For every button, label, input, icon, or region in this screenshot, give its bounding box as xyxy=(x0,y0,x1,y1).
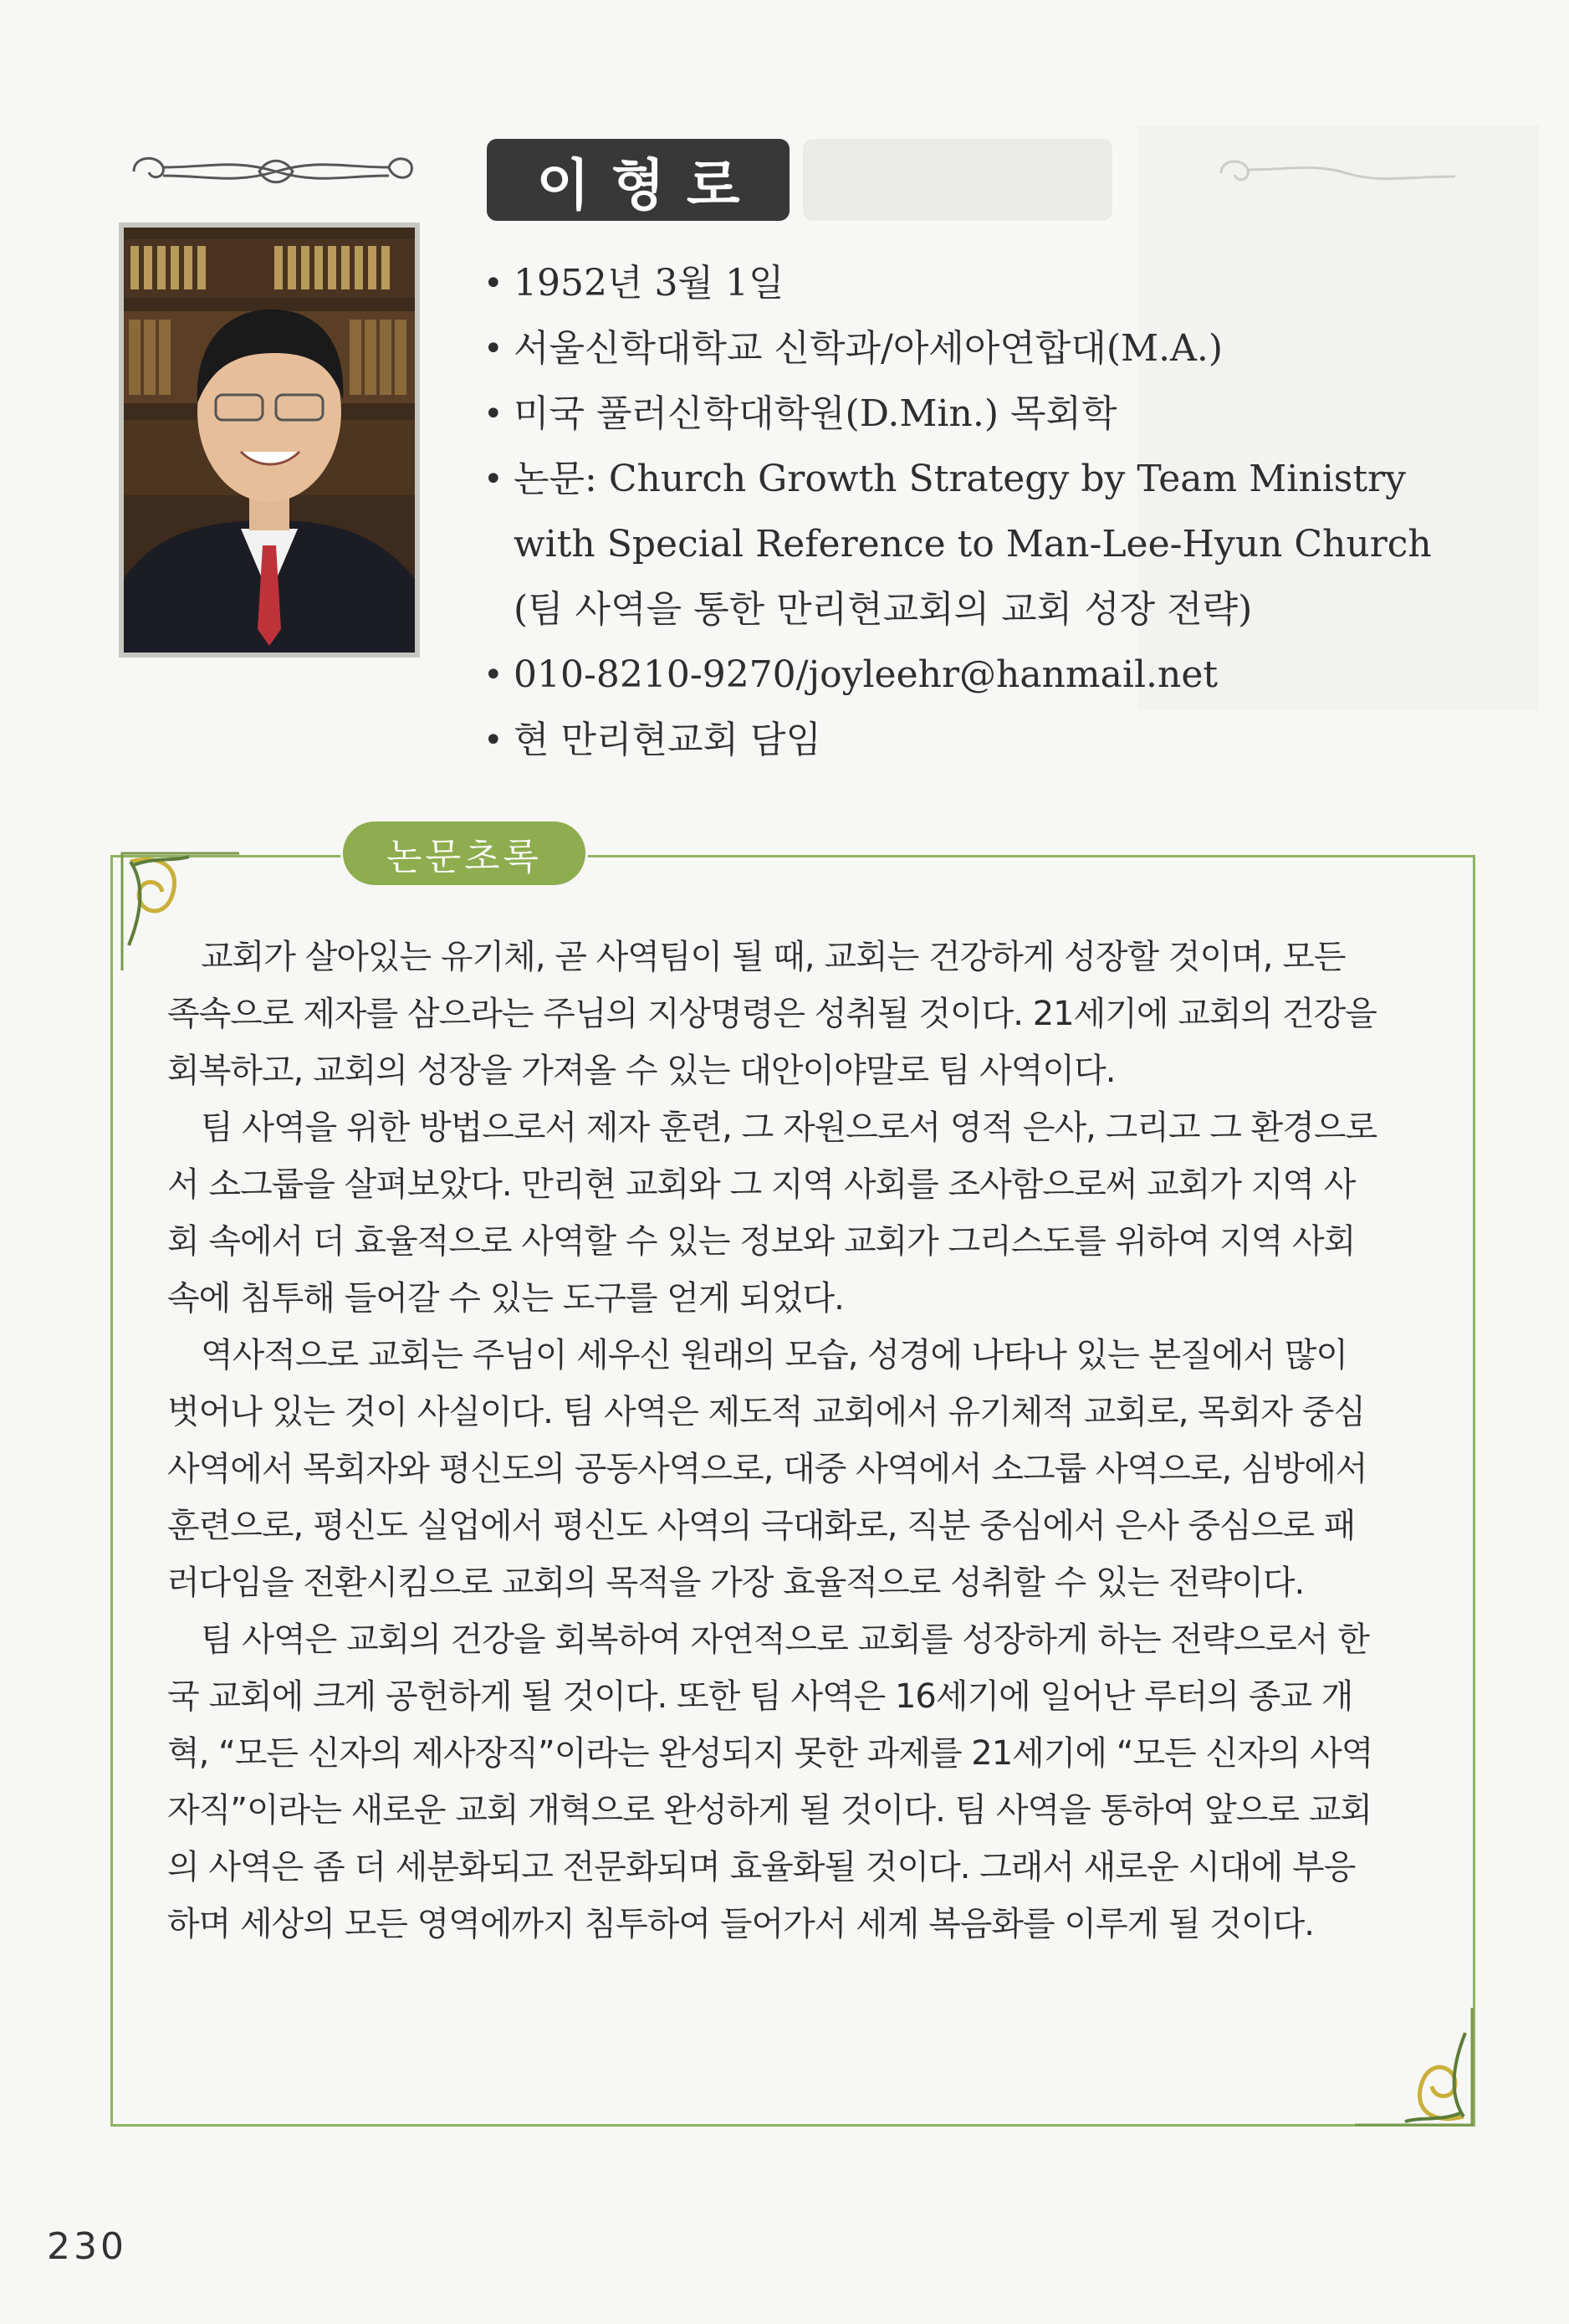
abstract-line: 팀 사역은 교회의 건강을 회복하여 자연적으로 교회를 성장하게 하는 전략으로서 한 xyxy=(201,1620,1369,1659)
abstract-line: 국 교회에 크게 공헌하게 될 것이다. 또한 팀 사역은 16세기에 일어난 루터의 종교 개 xyxy=(167,1677,1353,1716)
bio-thesis-title-cont: with Special Reference to Man-Lee-Hyun Church xyxy=(514,523,1432,566)
name-plate xyxy=(487,139,790,221)
page-number: 230 xyxy=(47,2225,127,2268)
abstract-line: 의 사역은 좀 더 세분화되고 전문화되며 효율화될 것이다. 그래서 새로운 시대에 부응 xyxy=(167,1848,1356,1886)
bio-position: • 현 만리현교회 담임 xyxy=(483,708,1470,773)
bio-contact: • 010-8210-9270/joyleehr@hanmail.net xyxy=(483,642,1470,708)
corner-flourish-icon-bottom xyxy=(1330,1999,1480,2142)
abstract-line: 사역에서 목회자와 평신도의 공동사역으로, 대중 사역에서 소그룹 사역으로, 심방에서 xyxy=(167,1450,1367,1488)
abstract-line: 훈련으로, 평신도 실업에서 평신도 사역의 극대화로, 직분 중심에서 은사 중심으로 패 xyxy=(167,1507,1356,1545)
abstract-line: 팀 사역을 위한 방법으로서 제자 훈련, 그 자원으로서 영적 은사, 그리고 그 환경으로 xyxy=(201,1108,1377,1147)
abstract-line: 서 소그룹을 살펴보았다. 만리현 교회와 그 지역 사회를 조사함으로써 교회가 지역 사 xyxy=(167,1165,1356,1204)
bio-thesis-korean: (팀 사역을 통한 만리현교회의 교회 성장 전략) xyxy=(514,588,1253,631)
bio-birthdate: • 1952년 3월 1일 xyxy=(483,251,1470,316)
abstract-line: 역사적으로 교회는 주님이 세우신 원래의 모습, 성경에 나타나 있는 본질에서 많이 xyxy=(201,1336,1347,1374)
abstract-line: 혁, “모든 신자의 제사장직”이라는 완성되지 못한 과제를 21세기에 “모든 신자의 사역 xyxy=(167,1734,1373,1773)
abstract-line: 러다임을 전환시킴으로 교회의 목적을 가장 효율적으로 성취할 수 있는 전략이다. xyxy=(167,1564,1305,1602)
abstract-body xyxy=(167,929,1413,1953)
scroll-ornament-icon xyxy=(117,142,435,201)
bio-thesis-title: • 논문: Church Growth Strategy by Team Ministry xyxy=(483,447,1470,512)
abstract-line: 자직”이라는 새로운 교회 개혁으로 완성하게 될 것이다. 팀 사역을 통하여 앞으로 교회 xyxy=(167,1791,1372,1830)
bio-education-1: • 서울신학대학교 신학과/아세아연합대(M.A.) xyxy=(483,316,1470,381)
portrait-illustration xyxy=(124,228,415,653)
author-name: 이형로 xyxy=(536,152,762,218)
abstract-line: 벗어나 있는 것이 사실이다. 팀 사역은 제도적 교회에서 유기체적 교회로, 목회자 중심 xyxy=(167,1393,1366,1431)
abstract-paragraph-2 xyxy=(167,1099,1413,1327)
bio-education-2: • 미국 풀러신학대학원(D.Min.) 목회학 xyxy=(483,381,1470,447)
abstract-paragraph-3 xyxy=(167,1327,1413,1611)
abstract-paragraph-4 xyxy=(167,1611,1413,1953)
author-portrait xyxy=(119,223,420,658)
scroll-ornament-faded-icon xyxy=(1204,146,1489,201)
author-bio-list xyxy=(483,251,1470,773)
abstract-paragraph-1 xyxy=(167,929,1413,1099)
bleed-through-plate xyxy=(803,139,1112,221)
abstract-line: 하며 세상의 모든 영역에까지 침투하여 들어가서 세계 복음화를 이루게 될 것이다. xyxy=(167,1905,1314,1943)
abstract-line: 회복하고, 교회의 성장을 가져올 수 있는 대안이야말로 팀 사역이다. xyxy=(167,1052,1116,1090)
abstract-line: 속에 침투해 들어갈 수 있는 도구를 얻게 되었다. xyxy=(167,1279,844,1318)
abstract-line: 족속으로 제자를 삼으라는 주님의 지상명령은 성취될 것이다. 21세기에 교회의 건강을 xyxy=(167,995,1377,1033)
abstract-heading: 논문초록 xyxy=(386,836,542,878)
abstract-line: 회 속에서 더 효율적으로 사역할 수 있는 정보와 교회가 그리스도를 위하여 지역 사회 xyxy=(167,1222,1356,1261)
abstract-heading-tag xyxy=(343,822,585,885)
abstract-line: 교회가 살아있는 유기체, 곧 사역팀이 될 때, 교회는 건강하게 성장할 것이며, 모든 xyxy=(201,938,1346,976)
